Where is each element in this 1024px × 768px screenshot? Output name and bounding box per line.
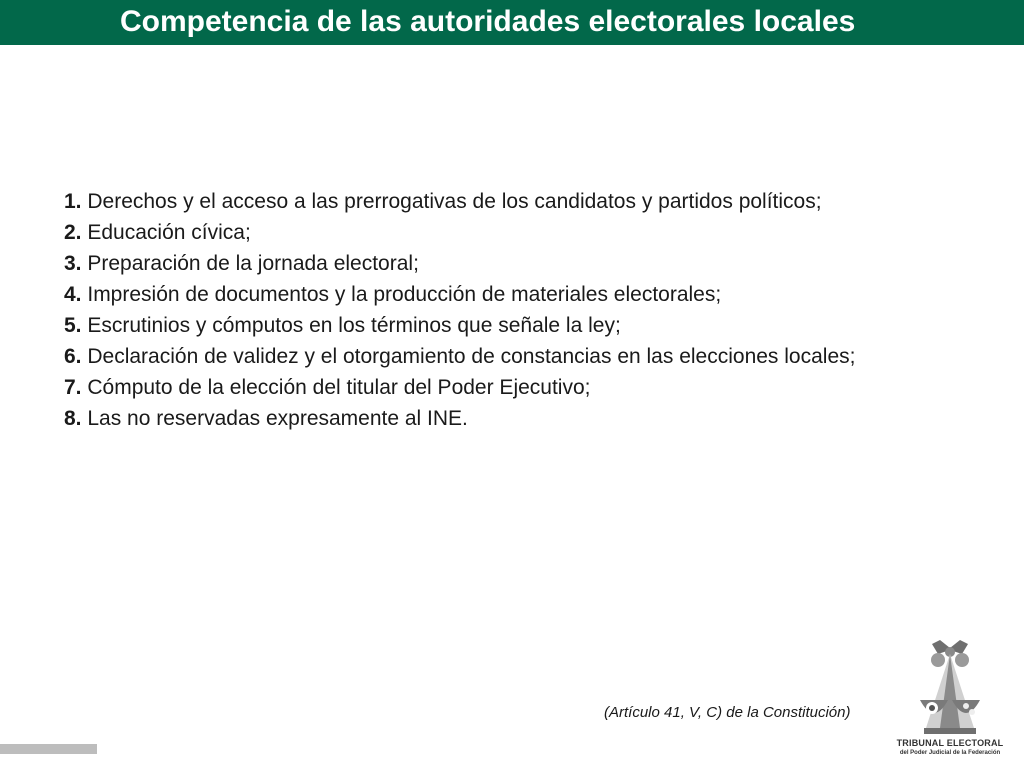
item-text: Escrutinios y cómputos en los términos que señale la ley; bbox=[87, 314, 621, 337]
item-number: 6. bbox=[64, 345, 82, 368]
list-item bbox=[64, 248, 922, 279]
list-item bbox=[64, 403, 922, 434]
tribunal-logo bbox=[896, 640, 1004, 762]
item-text: Derechos y el acceso a las prerrogativas de los candidatos y partidos políticos; bbox=[87, 190, 822, 213]
list-item bbox=[64, 186, 922, 217]
title-bar bbox=[0, 0, 1024, 45]
item-number: 5. bbox=[64, 314, 82, 337]
list-item bbox=[64, 217, 922, 248]
footer-bar bbox=[0, 744, 97, 754]
item-text: Preparación de la jornada electoral; bbox=[87, 252, 419, 275]
list-item bbox=[64, 279, 922, 310]
item-text: Educación cívica; bbox=[87, 221, 251, 244]
logo-title: TRIBUNAL ELECTORAL bbox=[896, 738, 1004, 748]
logo-subtitle: del Poder Judicial de la Federación bbox=[899, 750, 1001, 756]
item-text: Cómputo de la elección del titular del Poder Ejecutivo; bbox=[87, 376, 591, 399]
item-number: 8. bbox=[64, 407, 82, 430]
item-number: 3. bbox=[64, 252, 82, 275]
page-title: Competencia de las autoridades electorales locales bbox=[120, 5, 856, 38]
item-text: Declaración de validez y el otorgamiento de constancias en las elecciones locales; bbox=[87, 345, 856, 368]
list-item bbox=[64, 310, 922, 341]
item-text: Las no reservadas expresamente al INE. bbox=[87, 407, 468, 430]
item-number: 2. bbox=[64, 221, 82, 244]
list-item bbox=[64, 372, 922, 403]
item-number: 1. bbox=[64, 190, 82, 213]
scales-emblem-icon bbox=[910, 640, 990, 736]
item-number: 7. bbox=[64, 376, 82, 399]
competencias-list bbox=[64, 186, 922, 434]
item-text: Impresión de documentos y la producción de materiales electorales; bbox=[87, 283, 722, 306]
citation: (Artículo 41, V, C) de la Constitución) bbox=[604, 704, 851, 721]
item-number: 4. bbox=[64, 283, 82, 306]
list-item bbox=[64, 341, 922, 372]
